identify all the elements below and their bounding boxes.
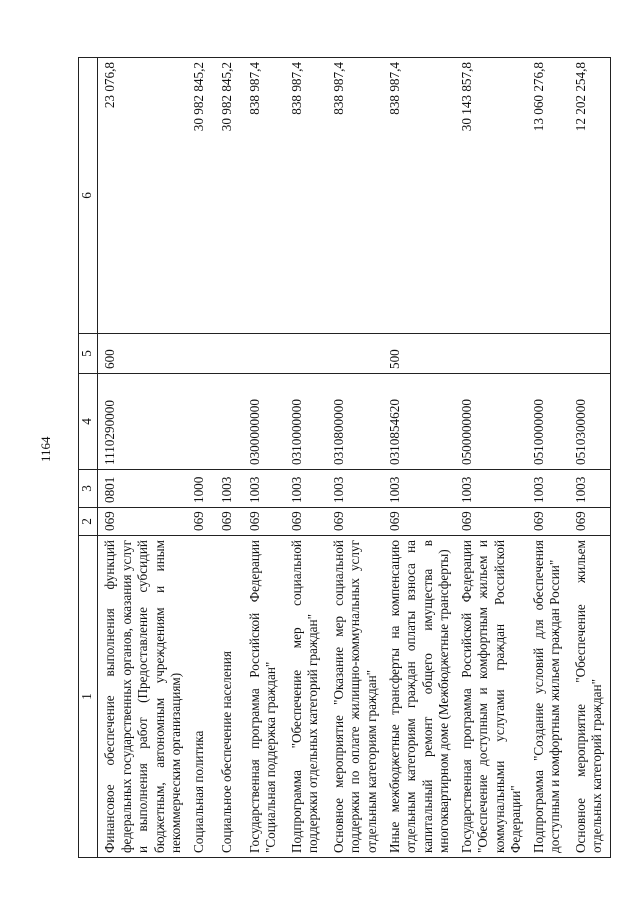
row-section-code: 0801 — [98, 470, 187, 508]
row-name: Основное мероприятие "Обеспечение жильем отдельных категорий граждан" — [569, 536, 611, 858]
table-row — [569, 58, 611, 858]
header-col-6: 6 — [79, 58, 98, 334]
row-section-code: 1003 — [285, 470, 327, 508]
header-row — [79, 58, 98, 858]
row-name: Подпрограмма "Обеспечение мер социальной поддержки отдельных категорий граждан" — [285, 536, 327, 858]
table-row — [383, 58, 455, 858]
table-row — [527, 58, 569, 858]
row-name: Иные межбюджетные трансферты на компенсацию отдельным категориям граждан оплаты взноса на капитальный ремонт общего имущества в многоквартирном доме (Межбюджетные трансферты) — [383, 536, 455, 858]
table-row — [327, 58, 383, 858]
row-expense-type — [215, 334, 243, 374]
row-target-item: 0310854620 — [383, 374, 455, 470]
row-section-code: 1003 — [569, 470, 611, 508]
row-section-code: 1000 — [187, 470, 215, 508]
row-section-code: 1003 — [455, 470, 527, 508]
row-amount: 838 987,4 — [327, 58, 383, 334]
row-expense-type — [243, 334, 285, 374]
row-section-code: 1003 — [215, 470, 243, 508]
rotated-page — [78, 58, 638, 858]
header-col-1: 1 — [79, 536, 98, 858]
row-name: Государственная программа Российской Федерации "Социальная поддержка граждан" — [243, 536, 285, 858]
header-col-2: 2 — [79, 508, 98, 536]
row-target-item: 0310800000 — [327, 374, 383, 470]
row-expense-type: 500 — [383, 334, 455, 374]
row-target-item: 0510000000 — [527, 374, 569, 470]
header-col-4: 4 — [79, 374, 98, 470]
table-row — [98, 58, 187, 858]
row-amount: 838 987,4 — [243, 58, 285, 334]
row-chapter-code: 069 — [383, 508, 455, 536]
row-chapter-code: 069 — [215, 508, 243, 536]
row-name: Подпрограмма "Создание условий для обеспечения доступным и комфортным жильем граждан России" — [527, 536, 569, 858]
row-name: Основное мероприятие "Оказание мер социальной поддержки по оплате жилищно-коммунальных услуг отдельным категориям граждан" — [327, 536, 383, 858]
row-amount: 30 143 857,8 — [455, 58, 527, 334]
row-amount: 23 076,8 — [98, 58, 187, 334]
row-expense-type — [327, 334, 383, 374]
row-name: Социальное обеспечение населения — [215, 536, 243, 858]
row-target-item — [187, 374, 215, 470]
row-chapter-code: 069 — [527, 508, 569, 536]
row-amount: 30 982 845,2 — [187, 58, 215, 334]
row-expense-type — [187, 334, 215, 374]
row-target-item — [215, 374, 243, 470]
row-target-item: 0300000000 — [243, 374, 285, 470]
row-expense-type: 600 — [98, 334, 187, 374]
row-target-item: 0510300000 — [569, 374, 611, 470]
row-expense-type — [569, 334, 611, 374]
row-name: Финансовое обеспечение выполнения функций федеральных государственных органов, оказания услуг и выполнения работ (Предоставление субсидий бюджетным, автономным учреждениям и иным некоммерческим организациям) — [98, 536, 187, 858]
row-chapter-code: 069 — [187, 508, 215, 536]
row-amount: 13 060 276,8 — [527, 58, 569, 334]
row-section-code: 1003 — [243, 470, 285, 508]
row-amount: 30 982 845,2 — [215, 58, 243, 334]
table-row — [243, 58, 285, 858]
row-chapter-code: 069 — [569, 508, 611, 536]
row-name: Социальная политика — [187, 536, 215, 858]
row-name: Государственная программа Российской Федерации "Обеспечение доступным и комфортным жильем и коммунальными услугами граждан Российской Федерации" — [455, 536, 527, 858]
header-col-5: 5 — [79, 334, 98, 374]
row-expense-type — [285, 334, 327, 374]
table-row — [455, 58, 527, 858]
page-number: 1164 — [38, 436, 53, 462]
row-expense-type — [527, 334, 569, 374]
row-target-item: 1110290000 — [98, 374, 187, 470]
table-row — [285, 58, 327, 858]
row-amount: 12 202 254,8 — [569, 58, 611, 334]
row-expense-type — [455, 334, 527, 374]
row-section-code: 1003 — [527, 470, 569, 508]
row-target-item: 0310000000 — [285, 374, 327, 470]
row-chapter-code: 069 — [243, 508, 285, 536]
row-amount: 838 987,4 — [285, 58, 327, 334]
row-chapter-code: 069 — [98, 508, 187, 536]
table-row — [215, 58, 243, 858]
budget-table — [78, 57, 611, 858]
row-chapter-code: 069 — [455, 508, 527, 536]
table-row — [187, 58, 215, 858]
row-section-code: 1003 — [327, 470, 383, 508]
row-target-item: 0500000000 — [455, 374, 527, 470]
row-amount: 838 987,4 — [383, 58, 455, 334]
row-section-code: 1003 — [383, 470, 455, 508]
row-chapter-code: 069 — [285, 508, 327, 536]
header-col-3: 3 — [79, 470, 98, 508]
row-chapter-code: 069 — [327, 508, 383, 536]
